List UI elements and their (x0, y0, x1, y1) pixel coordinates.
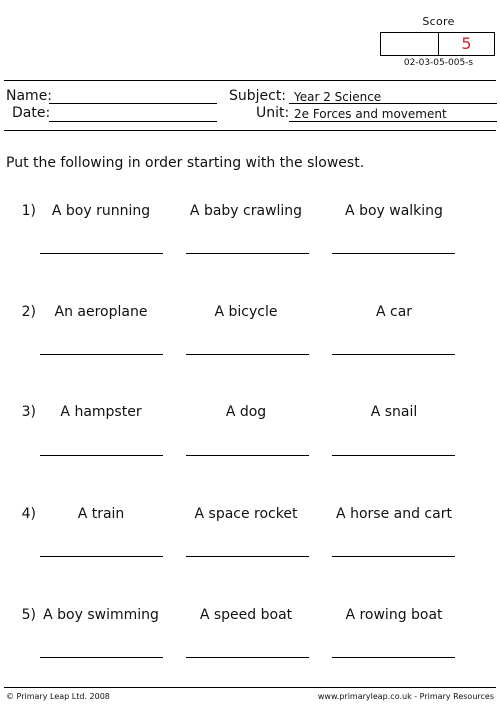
question-item: A snail (370, 404, 418, 420)
question-number: 4) (21, 506, 36, 522)
subject-label: Subject: (229, 88, 287, 104)
answer-line[interactable] (332, 455, 455, 456)
question-item: A horse and cart (336, 506, 452, 522)
score-label: Score (422, 15, 455, 28)
answer-line[interactable] (332, 354, 455, 355)
subject-value: Year 2 Science (294, 90, 382, 104)
question-item: A car (375, 304, 413, 320)
footer-website: www.primaryleap.co.uk - Primary Resources (317, 692, 494, 701)
question-item: A baby crawling (189, 203, 303, 219)
answer-line[interactable] (332, 253, 455, 254)
unit-label: Unit: (256, 105, 290, 121)
question-number: 5) (21, 607, 36, 623)
name-field[interactable] (49, 103, 217, 104)
question-number: 3) (21, 404, 36, 420)
answer-line[interactable] (186, 657, 309, 658)
instruction-text: Put the following in order starting with the slowest. (6, 155, 365, 171)
question-item: A train (77, 506, 125, 522)
answer-line[interactable] (186, 455, 309, 456)
subject-field[interactable] (289, 103, 497, 104)
answer-line[interactable] (186, 354, 309, 355)
question-item: A boy walking (345, 203, 443, 219)
question-item: A boy running (51, 203, 151, 219)
answer-line[interactable] (40, 657, 163, 658)
name-label: Name: (6, 88, 53, 104)
question-item: A dog (225, 404, 267, 420)
answer-line[interactable] (40, 455, 163, 456)
question-number: 1) (21, 203, 36, 219)
question-item: A rowing boat (345, 607, 443, 623)
question-item: A boy swimming (43, 607, 159, 623)
score-box (380, 32, 495, 56)
top-divider (4, 80, 496, 81)
answer-line[interactable] (40, 354, 163, 355)
answer-line[interactable] (332, 556, 455, 557)
question-item: A bicycle (214, 304, 278, 320)
question-item: A hampster (60, 404, 142, 420)
question-item: A speed boat (199, 607, 293, 623)
answer-line[interactable] (186, 253, 309, 254)
score-value: 5 (461, 34, 472, 53)
answer-line[interactable] (40, 253, 163, 254)
answer-line[interactable] (40, 556, 163, 557)
footer-copyright: © Primary Leap Ltd. 2008 (6, 692, 110, 701)
date-label: Date: (12, 105, 51, 121)
answer-line[interactable] (186, 556, 309, 557)
answer-line[interactable] (332, 657, 455, 658)
worksheet-code: 02-03-05-005-s (403, 58, 474, 68)
footer-divider (4, 687, 496, 688)
unit-field[interactable] (289, 121, 497, 122)
unit-value: 2e Forces and movement (294, 107, 447, 121)
question-item: An aeroplane (54, 304, 148, 320)
question-number: 2) (21, 304, 36, 320)
date-field[interactable] (49, 121, 217, 122)
header-divider (4, 130, 496, 131)
question-item: A space rocket (194, 506, 298, 522)
score-blank-cell (381, 33, 439, 55)
